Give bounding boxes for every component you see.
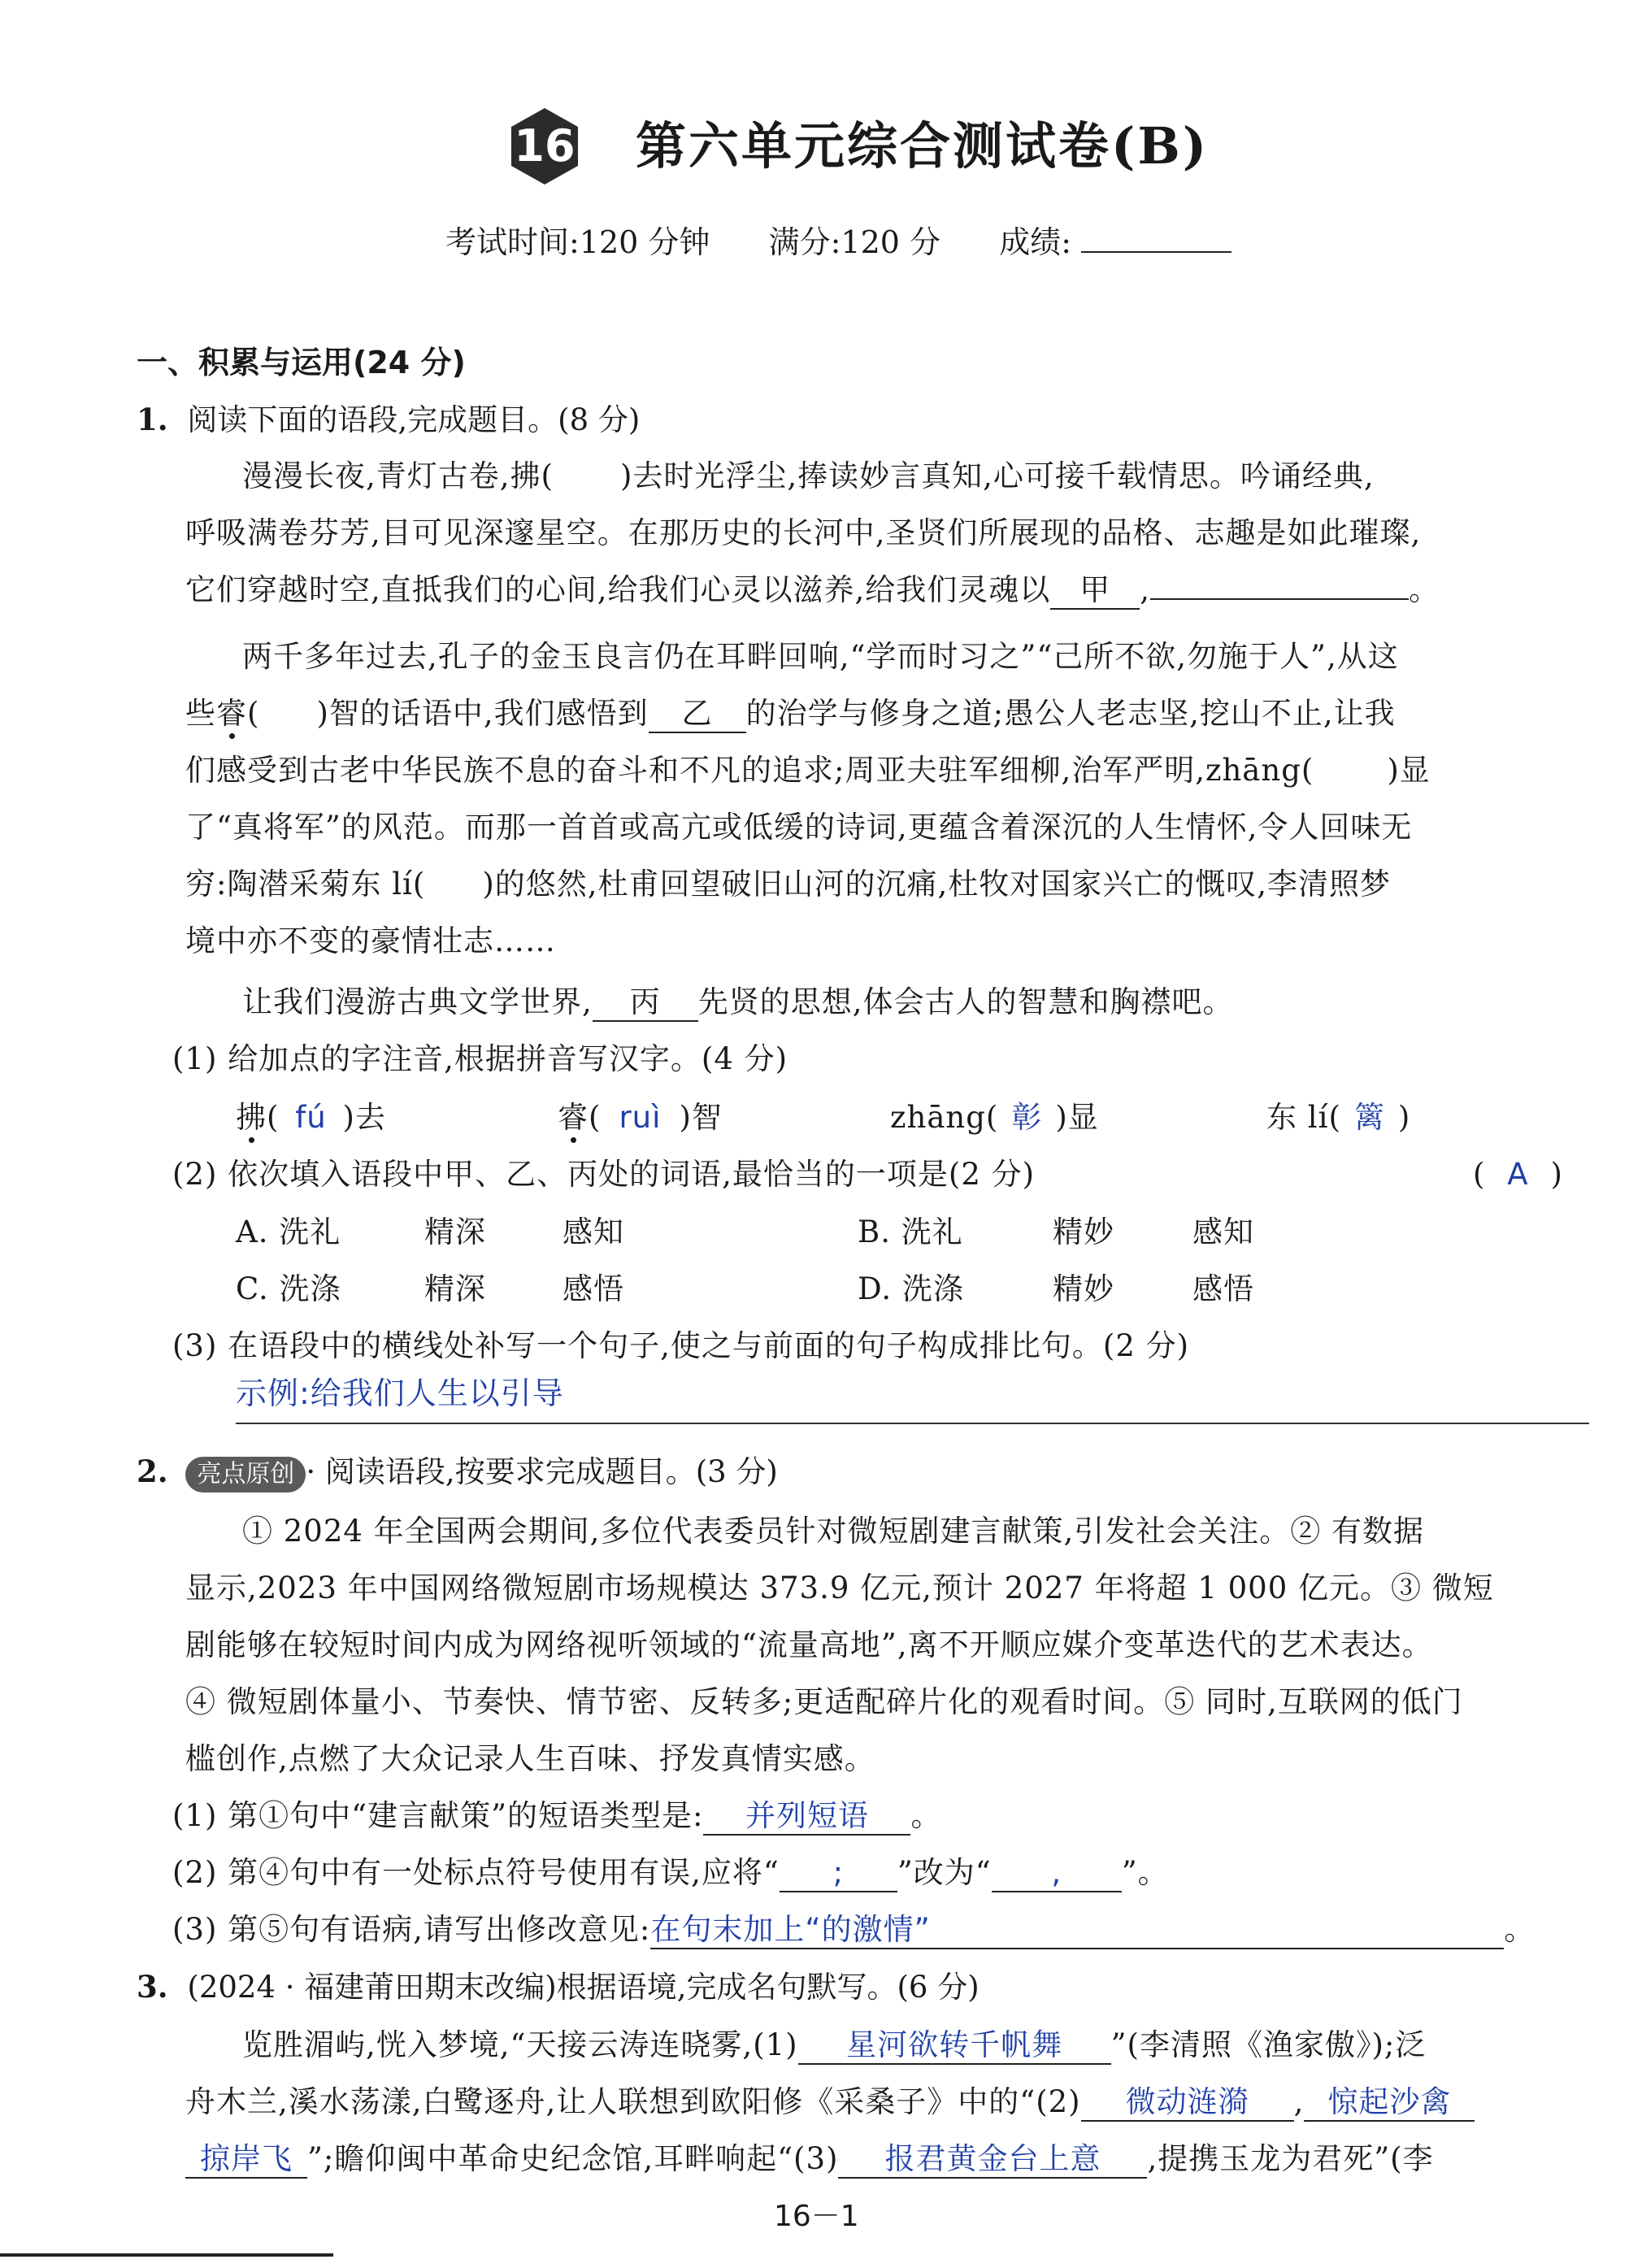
subquestion-1: (1) 给加点的字注音,根据拼音写汉字。(4 分) bbox=[172, 1041, 788, 1076]
recitation-answer-3[interactable]: 报君黄金台上意 bbox=[838, 2141, 1147, 2179]
passage-text: 两千多年过去,孔子的金玉良言仍在耳畔回响,“学而时习之”“己所不欲,勿施于人”,从这 bbox=[242, 639, 1399, 674]
phrase-type-answer[interactable]: 并列短语 bbox=[703, 1798, 910, 1836]
passage-line: 槛创作,点燃了大众记录人生百味、抒发真情实感。 bbox=[185, 1741, 875, 1776]
punctuation: 。 bbox=[910, 1798, 942, 1833]
passage-text: 的治学与修身之道;愚公人老志坚,挖山不止,让我 bbox=[745, 696, 1396, 731]
q2-subquestion-3 bbox=[172, 1907, 1535, 1953]
passage-text: ( bbox=[247, 696, 260, 731]
passage-text: , bbox=[1140, 572, 1151, 607]
passage-text: 舟木兰,溪水荡漾,白鹭逐舟,让人联想到欧阳修《采桑子》中的“(2) bbox=[185, 2084, 1081, 2119]
answer-text: 篱 bbox=[1353, 1100, 1385, 1135]
full-score: 满分:120 分 bbox=[768, 224, 941, 260]
pinyin-text: zhāng bbox=[890, 1100, 986, 1135]
answer-text: 彰 bbox=[1011, 1100, 1043, 1135]
option-word: 精妙 bbox=[1053, 1271, 1114, 1306]
q2-subquestion-2 bbox=[172, 1850, 1169, 1896]
passage-line bbox=[185, 919, 556, 964]
paren: ) bbox=[1550, 1157, 1563, 1192]
question-text: (3) 第⑤句有语病,请写出修改意见: bbox=[172, 1912, 651, 1947]
passage-text: 。 bbox=[1409, 572, 1440, 607]
section-title: 一、积累与运用(24 分) bbox=[137, 345, 466, 380]
question-text: (1) 第①句中“建言献策”的短语类型是: bbox=[172, 1798, 704, 1833]
question-text: (2) 依次填入语段中甲、乙、丙处的词语,最恰当的一项是(2 分) bbox=[172, 1157, 1036, 1192]
passage-text: )的悠然,杜甫回望破旧山河的沉痛,杜牧对国家兴亡的慨叹,李清照梦 bbox=[482, 867, 1392, 902]
recitation-line bbox=[185, 2136, 1434, 2182]
passage-line: 剧能够在较短时间内成为网络视听领域的“流量高地”,离不开顺应媒介变革迭代的艺术表达。 bbox=[185, 1627, 1433, 1662]
page-number: 16－1 bbox=[774, 2200, 859, 2233]
question-text: ”改为“ bbox=[897, 1855, 992, 1890]
score-label: 成绩: bbox=[999, 224, 1072, 260]
paren: ( bbox=[1328, 1100, 1341, 1135]
dotted-char: 拂 bbox=[236, 1100, 267, 1135]
pinyin-item bbox=[1266, 1095, 1410, 1141]
paren: )去 bbox=[342, 1100, 386, 1135]
question-3-prompt bbox=[137, 1964, 980, 2010]
revision-answer[interactable]: 在句末加上“的激情” bbox=[650, 1912, 1504, 1949]
exam-info bbox=[445, 219, 1232, 265]
punctuation: 。 bbox=[1504, 1912, 1536, 1947]
dotted-char: 睿 bbox=[216, 696, 247, 731]
original-badge: 亮点原创 bbox=[185, 1457, 306, 1492]
passage-line: ① 2024 年全国两会期间,多位代表委员针对微短剧建言献策,引发社会关注。② 有数据 bbox=[242, 1514, 1424, 1549]
question-2-prompt bbox=[137, 1449, 778, 1495]
passage-line bbox=[185, 511, 1421, 556]
option-word: 感悟 bbox=[563, 1271, 624, 1306]
question-1-prompt bbox=[137, 397, 640, 443]
q2-subquestion-1 bbox=[172, 1793, 941, 1839]
passage-text: 了“真将军”的风范。而那一首首或高亢或低缓的诗词,更蕴含着深沉的人生情怀,令人回味无 bbox=[185, 810, 1413, 845]
dotted-char: 睿 bbox=[558, 1100, 589, 1135]
footer-rule bbox=[0, 2253, 333, 2257]
passage-text: 们感受到古老中华民族不息的奋斗和不凡的追求;周亚夫驻军细柳,治军严明,zhāng( bbox=[185, 753, 1314, 788]
badge-number: 16 bbox=[514, 120, 576, 172]
question-text: 阅读下面的语段,完成题目。(8 分) bbox=[187, 402, 641, 437]
option-word: 精深 bbox=[424, 1271, 486, 1306]
paren: )智 bbox=[679, 1100, 723, 1135]
recitation-answer-2a[interactable]: 微动涟漪 bbox=[1081, 2084, 1294, 2122]
passage-text: ”;瞻仰闽中革命史纪念馆,耳畔响起“(3) bbox=[307, 2141, 839, 2176]
correct-punct-answer[interactable]: , bbox=[992, 1855, 1122, 1892]
passage-line bbox=[185, 748, 1431, 793]
punctuation: , bbox=[1293, 2084, 1305, 2119]
question-number: 2. bbox=[137, 1453, 168, 1489]
passage-text: 境中亦不变的豪情壮志…… bbox=[185, 923, 556, 958]
passage-text: 让我们漫游古典文学世界, bbox=[242, 984, 593, 1019]
exam-time: 考试时间:120 分钟 bbox=[445, 224, 710, 260]
blank-yi[interactable]: 乙 bbox=[649, 696, 746, 733]
subquestion-2 bbox=[172, 1152, 1035, 1197]
recitation-line bbox=[185, 2079, 1475, 2125]
passage-text: 览胜湄屿,恍入梦境,“天接云涛连晓雾,(1) bbox=[242, 2027, 798, 2062]
subquestion-3: (3) 在语段中的横线处补写一个句子,使之与前面的句子构成排比句。(2 分) bbox=[172, 1328, 1190, 1363]
passage-line bbox=[185, 691, 1396, 736]
answer-text: A bbox=[1507, 1157, 1529, 1192]
pinyin-item bbox=[890, 1095, 1099, 1141]
answer-text: ruì bbox=[619, 1100, 662, 1135]
choice-answer bbox=[1473, 1152, 1563, 1197]
passage-text: 先贤的思想,体会古人的智慧和胸襟吧。 bbox=[697, 984, 1234, 1019]
passage-line bbox=[185, 805, 1412, 850]
option-a[interactable] bbox=[236, 1210, 624, 1255]
passage-text: )去时光浮尘,捧读妙言真知,心可接千载情思。吟诵经典, bbox=[619, 458, 1375, 493]
question-text: · 阅读语段,按要求完成题目。(3 分) bbox=[306, 1454, 778, 1489]
option-c[interactable] bbox=[236, 1267, 624, 1312]
option-word: 精深 bbox=[424, 1214, 486, 1249]
option-d[interactable] bbox=[858, 1267, 1254, 1312]
page-title: 第六单元综合测试卷(B) bbox=[636, 116, 1210, 176]
passage-line: 显示,2023 年中国网络微短剧市场规模达 373.9 亿元,预计 2027 年将超 1 000 亿元。③ 微短 bbox=[185, 1571, 1494, 1605]
recitation-answer-2b[interactable]: 惊起沙禽 bbox=[1304, 2084, 1475, 2122]
passage-text: )智的话语中,我们感悟到 bbox=[316, 696, 649, 731]
passage-line: ④ 微短剧体量小、节奏快、情节密、反转多;更适配碎片化的观看时间。⑤ 同时,互联网的低门 bbox=[185, 1684, 1463, 1719]
passage-text: 些 bbox=[185, 696, 216, 731]
option-word: 感悟 bbox=[1192, 1271, 1254, 1306]
passage-text: )显 bbox=[1387, 753, 1431, 788]
passage-text: 漫漫长夜,青灯古卷,拂( bbox=[242, 458, 554, 493]
answer-line bbox=[236, 1423, 1589, 1424]
question-number: 1. bbox=[137, 402, 168, 437]
paren: ( bbox=[985, 1100, 999, 1135]
question-text: (2024 · 福建莆田期末改编)根据语境,完成名句默写。(6 分) bbox=[187, 1970, 980, 2005]
answer-text: fú bbox=[295, 1100, 327, 1135]
passage-text: 它们穿越时空,直抵我们的心间,给我们心灵以滋养,给我们灵魂以 bbox=[185, 572, 1051, 607]
paren: ( bbox=[589, 1100, 602, 1135]
option-label: B. 洗礼 bbox=[858, 1214, 963, 1249]
passage-line bbox=[242, 454, 1375, 499]
passage-text: ,提携玉龙为君死”(李 bbox=[1147, 2141, 1434, 2176]
subquestion-3-answer: 示例:给我们人生以引导 bbox=[236, 1375, 564, 1411]
passage-text: ”(李清照《渔家傲》);泛 bbox=[1110, 2027, 1427, 2062]
paren: )显 bbox=[1055, 1100, 1099, 1135]
question-text: ”。 bbox=[1121, 1855, 1169, 1890]
paren: ( bbox=[1473, 1157, 1486, 1192]
option-label: A. 洗礼 bbox=[236, 1214, 341, 1249]
wrong-punct-answer[interactable]: ; bbox=[780, 1855, 897, 1892]
blank-bing[interactable]: 丙 bbox=[593, 984, 698, 1022]
passage-text: 穷:陶潜采菊东 lí( bbox=[185, 867, 426, 902]
passage-line bbox=[185, 567, 1440, 613]
question-number: 3. bbox=[137, 1969, 168, 2005]
passage-line bbox=[242, 980, 1234, 1025]
pinyin-text: 东 lí bbox=[1266, 1100, 1329, 1135]
pinyin-item bbox=[558, 1095, 723, 1141]
blank-jia[interactable]: 甲 bbox=[1050, 572, 1140, 610]
paren: ) bbox=[1397, 1100, 1411, 1135]
recitation-line bbox=[242, 2023, 1426, 2068]
question-text: (2) 第④句中有一处标点符号使用有误,应将“ bbox=[172, 1855, 780, 1890]
option-label: D. 洗涤 bbox=[858, 1271, 964, 1306]
option-label: C. 洗涤 bbox=[236, 1271, 341, 1306]
recitation-answer-2c[interactable]: 掠岸飞 bbox=[185, 2141, 307, 2179]
paren: ( bbox=[267, 1100, 280, 1135]
option-word: 感知 bbox=[563, 1214, 624, 1249]
passage-line bbox=[242, 634, 1399, 680]
score-blank[interactable] bbox=[1081, 251, 1232, 253]
option-word: 精妙 bbox=[1053, 1214, 1114, 1249]
option-word: 感知 bbox=[1192, 1214, 1254, 1249]
recitation-answer-1[interactable]: 星河欲转千帆舞 bbox=[798, 2027, 1111, 2065]
passage-line bbox=[185, 862, 1391, 907]
option-b[interactable] bbox=[858, 1210, 1254, 1255]
parallel-sentence-blank[interactable] bbox=[1150, 598, 1409, 600]
passage-text: 呼吸满卷芬芳,目可见深邃星空。在那历史的长河中,圣贤们所展现的品格、志趣是如此璀璨, bbox=[185, 515, 1422, 550]
pinyin-item bbox=[236, 1095, 386, 1141]
